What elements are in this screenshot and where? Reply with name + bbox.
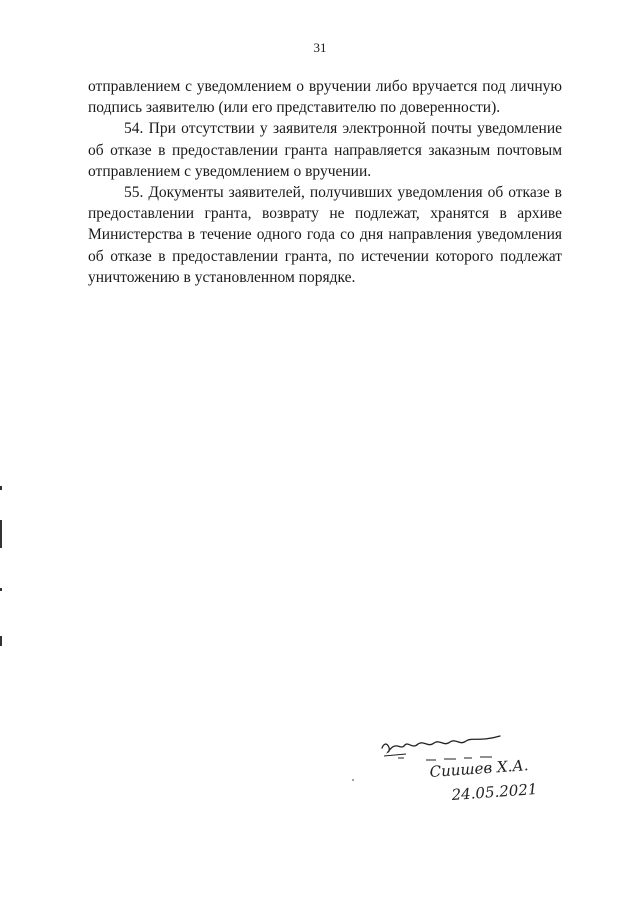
body-text bbox=[88, 76, 562, 288]
handwritten-signature bbox=[340, 720, 560, 810]
signature-date: 24.05.2021 bbox=[451, 780, 538, 804]
page-number: 31 bbox=[313, 40, 327, 55]
signature-drawing bbox=[340, 720, 560, 810]
paragraph-continuation: отправлением с уведомлением о вручении либо вручается под личную подпись заявителю (или его представителю по доверенности). bbox=[88, 78, 562, 117]
signature-name: Сиишев Х.А. bbox=[429, 756, 530, 781]
paragraph-54: 54. При отсутствии у заявителя электронной почты уведомление об отказе в предоставлении гранта направляется заказным почтовым отправлением с уведомлением о вручении. bbox=[88, 120, 562, 180]
paragraph-55: 55. Документы заявителей, получивших уведомления об отказе в предоставлении гранта, возврату не подлежат, хранятся в архиве Министерства в течение одного года со дня направления уведомления об отказе в предоставлении гранта, по истечении которого подлежат уничтожению в установленном порядке. bbox=[88, 184, 562, 286]
